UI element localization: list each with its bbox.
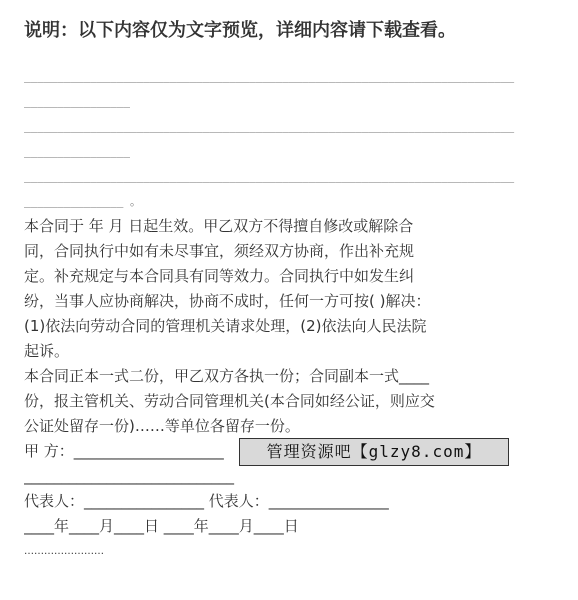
preview-notice: 说明：以下内容仅为文字预览，详细内容请下载查看。 [24, 20, 456, 41]
representatives-line: 代表人：________________ 代表人：________________ [24, 492, 389, 510]
blank-rule: _______________ 。 [24, 195, 141, 208]
paragraph-line: 份，报主管机关、劳动合同管理机关(本合同如经公证，则应交 [24, 392, 435, 410]
watermark-banner: 管理资源吧【glzy8.com】 [239, 438, 509, 466]
blank-rule: __________________________________________________________________________ [24, 170, 515, 183]
paragraph-line: 起诉。 [24, 342, 70, 360]
blank-rule: ________________ [24, 145, 130, 158]
ellipsis: …………………… [24, 546, 104, 557]
signature-dates: ____年____月____日 ____年____月____日 [24, 517, 299, 535]
paragraph-line: (1)依法向劳动合同的管理机关请求处理，(2)依法向人民法院 [24, 317, 427, 335]
party-a-continuation: ____________________________ [24, 467, 234, 485]
party-a-line: 甲 方：____________________ [24, 442, 224, 460]
blank-rule: ________________ [24, 95, 130, 108]
paragraph-line: 定。补充规定与本合同具有同等效力。合同执行中如发生纠 [24, 267, 415, 285]
blank-rule: __________________________________________________________________________ [24, 120, 515, 133]
blank-rule: __________________________________________________________________________ [24, 70, 515, 83]
paragraph-line: 本合同于 年 月 日起生效。甲乙双方不得擅自修改或解除合 [24, 217, 414, 235]
paragraph-line: 公证处留存一份)……等单位各留存一份。 [24, 417, 300, 435]
paragraph-line: 同，合同执行中如有未尽事宜，须经双方协商，作出补充规 [24, 242, 415, 260]
paragraph-line: 本合同正本一式二份，甲乙双方各执一份；合同副本一式____ [24, 367, 430, 385]
paragraph-line: 纷，当事人应协商解决，协商不成时，任何一方可按( )解决： [24, 292, 431, 310]
document-body [24, 64, 552, 564]
